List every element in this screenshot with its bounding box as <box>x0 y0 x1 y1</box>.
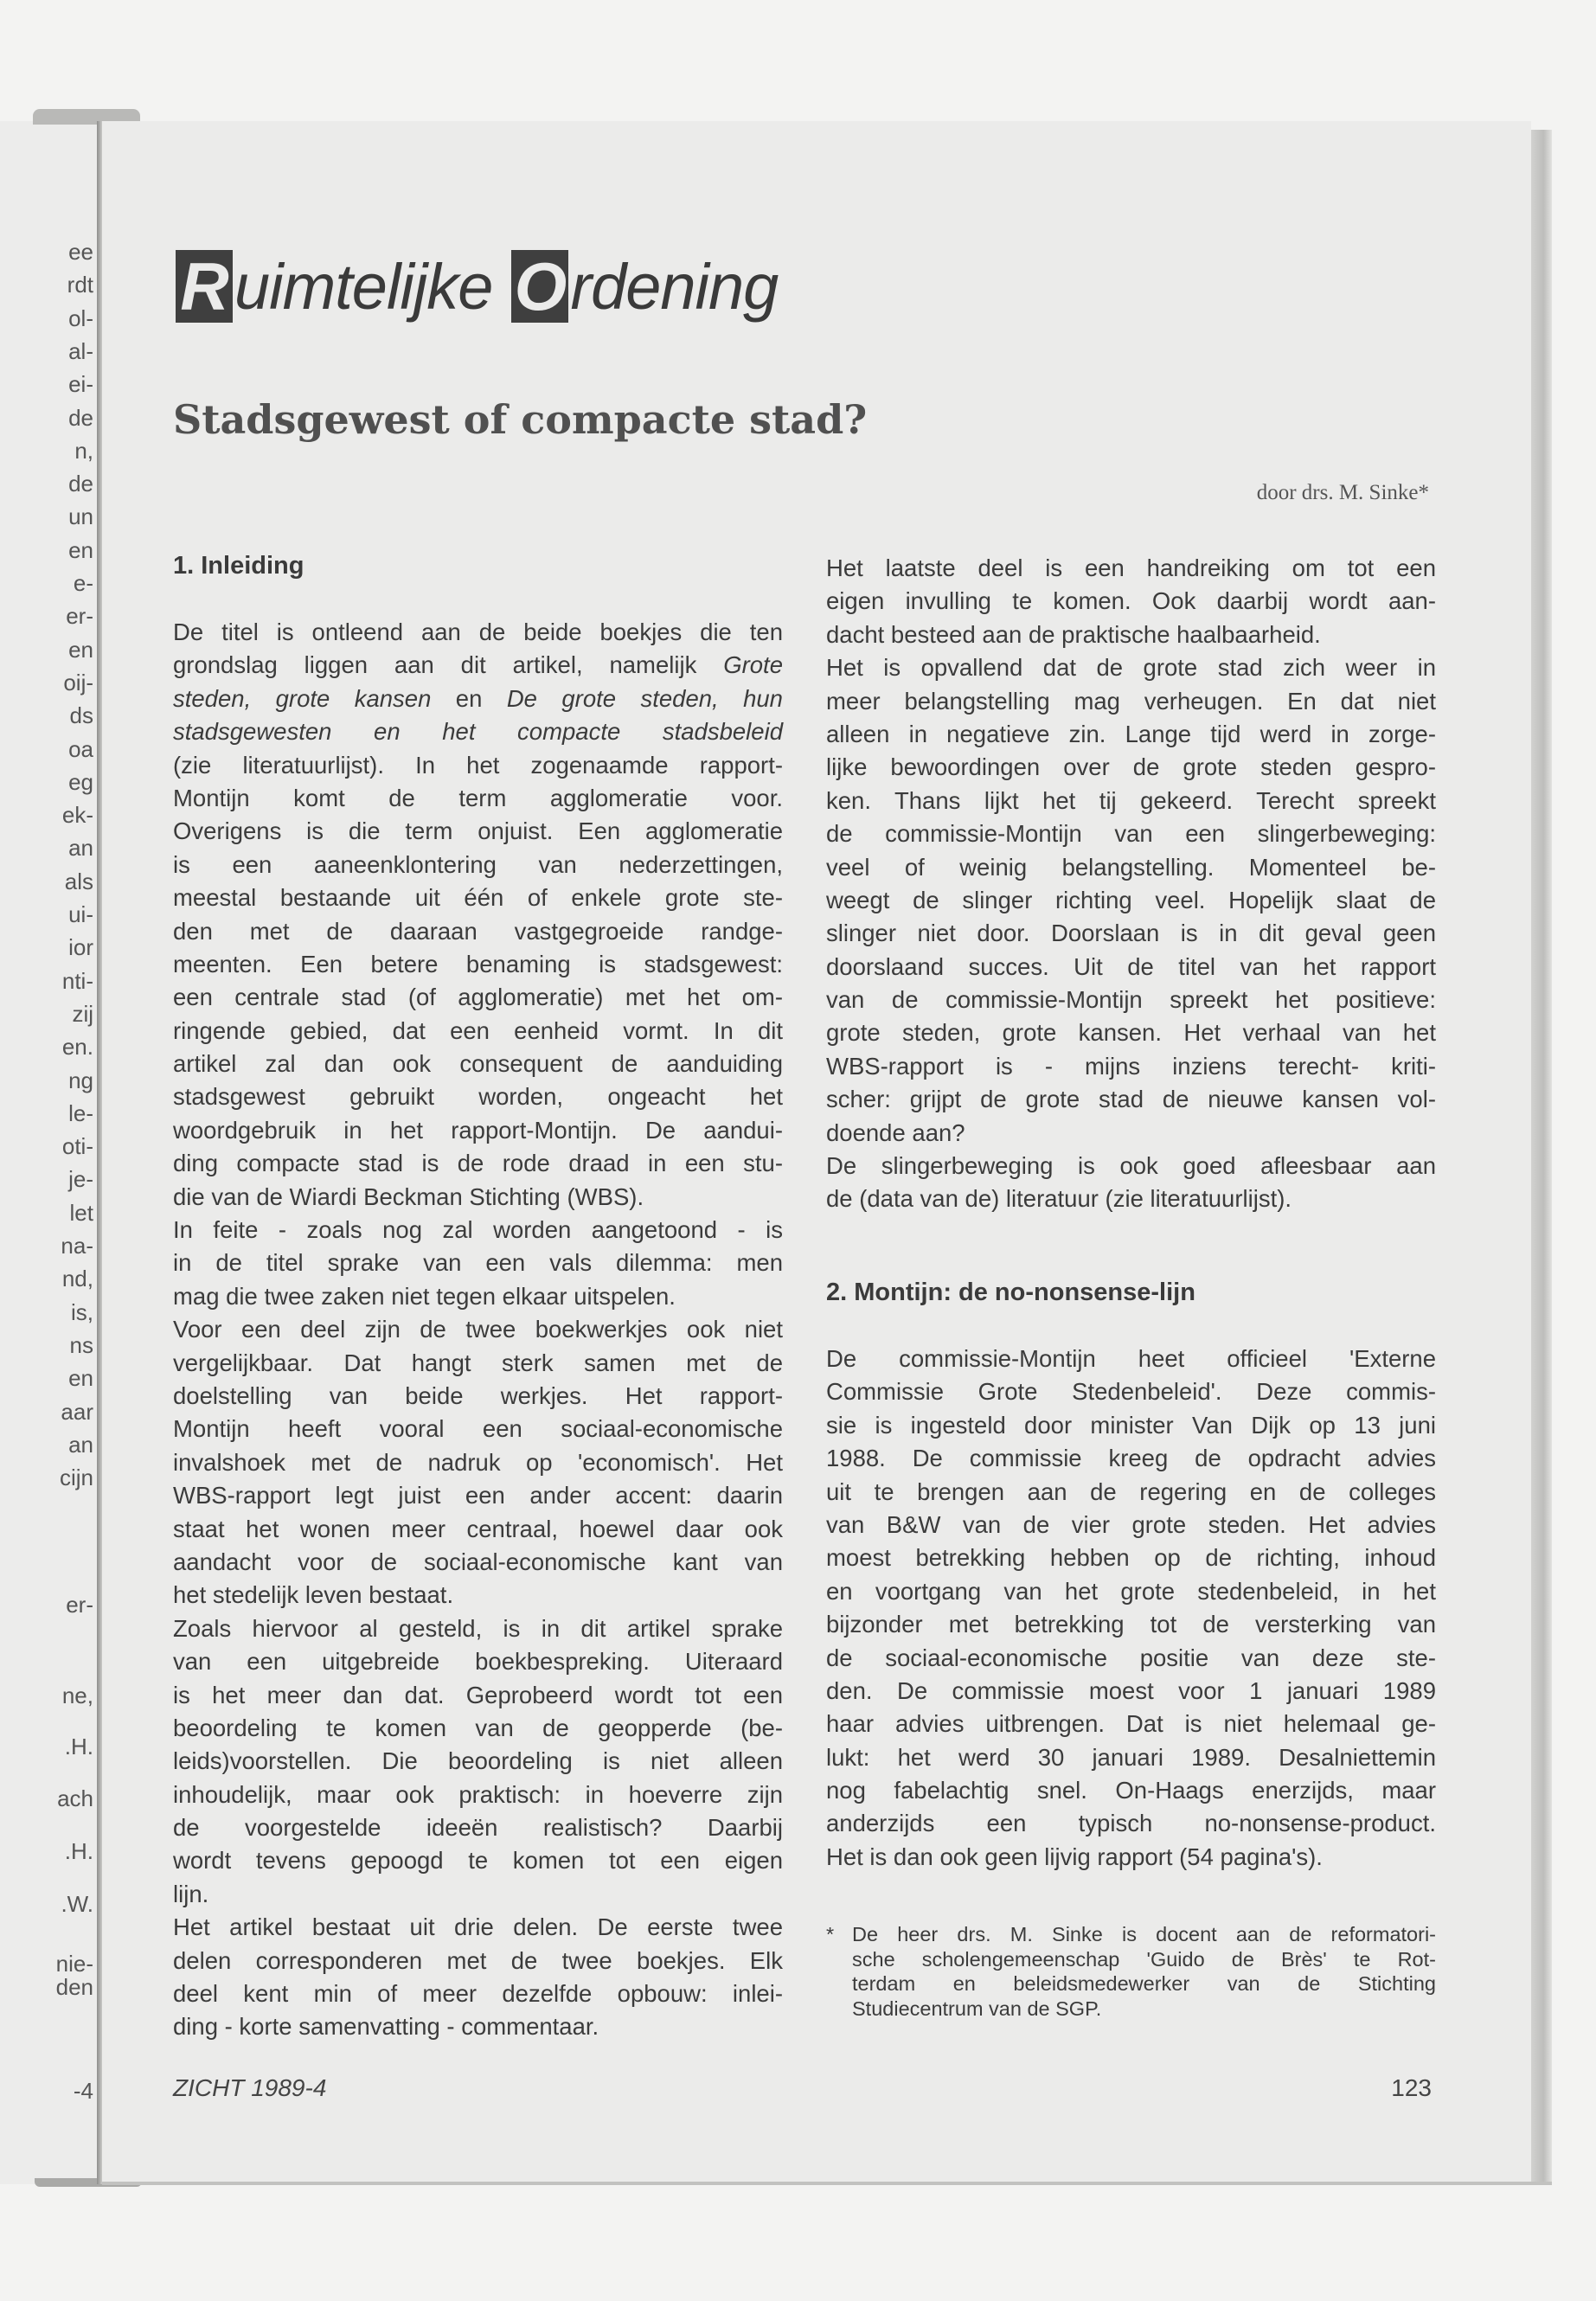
text-line: sie is ingesteld door minister Van Dijk op 13 juni <box>826 1411 1436 1439</box>
text-line: aandacht voor de sociaal-economische kant van <box>173 1548 783 1575</box>
fragment-text: oa <box>68 735 93 762</box>
book-title-italic: stadsgewesten en het compacte stadsbeleid <box>173 718 783 746</box>
fragment-text: er- <box>66 1592 93 1618</box>
text-line: woordgebruik in het rapport-Montijn. De aandui- <box>173 1116 783 1144</box>
fragment-text: nd, <box>61 1266 93 1292</box>
text-line: van B&W van de vier grote steden. Het advies <box>826 1510 1436 1538</box>
paragraph <box>173 1911 783 2044</box>
text-line: scher: grijpt de grote stad de nieuwe kansen vol- <box>826 1086 1436 1113</box>
fragment-text: den <box>55 1974 93 2000</box>
text-line: Studiecentrum van de SGP. <box>852 1997 1102 2020</box>
fragment-text: rdt <box>67 272 93 298</box>
fragment-text: ui- <box>68 901 93 927</box>
fragment-text: zij <box>72 1000 93 1027</box>
fragment-text: le- <box>68 1099 93 1126</box>
text-line: (zie literatuurlijst). In het zogenaamde rapport- <box>173 751 783 779</box>
fragment-text: nti- <box>61 967 93 994</box>
section-heading-1: 1. Inleiding <box>173 552 304 580</box>
fragment-text: er- <box>66 603 93 630</box>
fragment-text: al- <box>68 337 93 364</box>
text-line: ringende gebied, dat een eenheid vormt. In dit <box>173 1016 783 1044</box>
text-line: leids)voorstellen. Die beoordeling is niet alleen <box>173 1747 783 1775</box>
text-line: meestal bestaande uit één of enkele grote ste- <box>173 884 783 912</box>
fragment-text: en. <box>61 1034 93 1061</box>
text-line: staat het wonen meer centraal, hoewel daar ook <box>173 1515 783 1542</box>
fragment-text: als <box>64 868 93 894</box>
text-line: nog fabelachtig snel. On-Haags enerzijds, maar <box>826 1777 1436 1804</box>
fragment-text: ne, <box>61 1682 93 1708</box>
text-line: deel kent min of meer dezelfde opbouw: inlei- <box>173 1980 783 2008</box>
logo-word-2: rdening <box>570 250 779 323</box>
paragraph <box>173 1313 783 1612</box>
right-column-section-2-body <box>826 1343 1436 1874</box>
text-line: Het laatste deel is een handreiking om tot een <box>826 554 1436 581</box>
text-line: Commissie Grote Stedenbeleid'. Deze commis- <box>826 1378 1436 1406</box>
text-segment: en <box>431 684 507 712</box>
paragraph <box>173 616 783 1214</box>
fragment-text: ek- <box>61 802 93 829</box>
text-line: De commissie-Montijn heet officieel 'Externe <box>826 1345 1436 1372</box>
fragment-text: .H. <box>64 1838 93 1864</box>
text-line: den. De commissie moest voor 1 januari 1989 <box>826 1676 1436 1704</box>
journal-issue: ZICHT 1989-4 <box>173 2074 327 2101</box>
fragment-text: ee <box>68 239 93 265</box>
footnote <box>826 1922 1436 2021</box>
text-line <box>173 683 783 715</box>
text-line: Het is dan ook geen lijvig rapport (54 pagina's). <box>826 1843 1323 1870</box>
fragment-text: de <box>68 471 93 497</box>
text-line: doorslaand succes. Uit de titel van het rapport <box>826 952 1436 980</box>
text-line: De heer drs. M. Sinke is docent aan de reformatori- <box>852 1923 1436 1945</box>
fragment-text: na- <box>61 1233 93 1259</box>
text-line: Montijn heeft vooral een sociaal-economische <box>173 1415 783 1443</box>
fragment-text: an <box>68 835 93 862</box>
book-title-italic: steden, grote kansen <box>173 684 432 712</box>
text-line: De slingerbeweging is ook goed afleesbaar aan <box>826 1152 1436 1180</box>
fragment-text: ds <box>69 702 93 729</box>
text-line: Voor een deel zijn de twee boekwerkjes ook niet <box>173 1316 783 1343</box>
fragment-text: ns <box>69 1331 93 1358</box>
book-title-italic: De grote steden, hun <box>506 684 783 712</box>
fragment-text: aar <box>61 1398 93 1425</box>
fragment-text: ei- <box>68 371 93 398</box>
text-line: uit te brengen aan de regering en de colleges <box>826 1477 1436 1505</box>
fragment-text: -4 <box>73 2078 93 2104</box>
fragment-text: nie- <box>55 1951 93 1977</box>
text-line: het stedelijk leven bestaat. <box>173 1581 454 1609</box>
fragment-text: oti- <box>61 1133 93 1160</box>
section-logo <box>176 249 778 324</box>
footnote-text <box>852 1922 1436 2021</box>
text-line: haar advies uitbrengen. Dat is niet helemaal ge- <box>826 1710 1436 1738</box>
text-line: en voortgang van het grote stedenbeleid, in het <box>826 1577 1436 1605</box>
fragment-text: cijn <box>59 1465 93 1491</box>
left-column-body <box>173 616 783 2044</box>
text-line: de voorgestelde ideeën realistisch? Daarbij <box>173 1814 783 1842</box>
text-line: de commissie-Montijn van een slingerbeweging: <box>826 820 1436 848</box>
text-line <box>173 649 783 682</box>
text-line <box>173 715 783 748</box>
fragment-text: .W. <box>61 1891 93 1917</box>
text-line: is het meer dan dat. Geprobeerd wordt tot een <box>173 1681 783 1708</box>
text-line: moest betrekking hebben op de richting, inhoud <box>826 1544 1436 1572</box>
page-number: 123 <box>1391 2074 1432 2101</box>
fragment-text: an <box>68 1431 93 1458</box>
text-line: dacht besteed aan de praktische haalbaarheid. <box>826 620 1321 648</box>
fragment-text: en <box>68 536 93 563</box>
text-line: lijn. <box>173 1880 209 1907</box>
text-line: meenten. Een betere benaming is stadsgewest: <box>173 950 783 977</box>
text-line: artikel zal dan ook consequent de aanduiding <box>173 1050 783 1078</box>
text-line: van de commissie-Montijn spreekt het positieve: <box>826 986 1436 1014</box>
paragraph <box>826 552 1436 651</box>
fragment-text: ng <box>68 1067 93 1093</box>
text-line: In feite - zoals nog zal worden aangetoond - is <box>173 1216 783 1244</box>
text-line: delen corresponderen met de twee boekjes. Elk <box>173 1946 783 1974</box>
fragment-text: e- <box>73 570 93 596</box>
logo-initial-o: O <box>511 250 568 323</box>
text-line: sche scholengemeenschap 'Guido de Brès' te Rot- <box>852 1947 1436 1971</box>
fragment-text: un <box>68 503 93 530</box>
book-title-italic: Grote <box>723 651 783 679</box>
text-line: alleen in negatieve zin. Lange tijd werd in zorge- <box>826 720 1436 747</box>
text-line: Het artikel bestaat uit drie delen. De eerste twee <box>173 1913 783 1941</box>
text-line: Montijn komt de term agglomeratie voor. <box>173 784 783 811</box>
text-line: veel of weinig belangstelling. Momenteel be- <box>826 853 1436 881</box>
text-line: stadsgewest gebruikt worden, ongeacht het <box>173 1083 783 1111</box>
paragraph <box>173 1612 783 1912</box>
text-line: De titel is ontleend aan de beide boekjes die ten <box>173 619 783 645</box>
text-line: den met de daaraan vastgegroeide randge- <box>173 917 783 945</box>
paragraph <box>826 1343 1436 1874</box>
text-line: lukt: het werd 30 januari 1989. Desalniettemin <box>826 1743 1436 1771</box>
fragment-text: en <box>68 1365 93 1392</box>
fragment-text: ach <box>57 1785 93 1811</box>
text-line: de sociaal-economische positie van deze ste- <box>826 1644 1436 1671</box>
text-line: invalshoek met de nadruk op 'economisch'. Het <box>173 1448 783 1476</box>
fragment-text: is, <box>71 1298 93 1325</box>
fragment-text: .H. <box>64 1734 93 1759</box>
text-line: doelstelling van beide werkjes. Het rapport- <box>173 1381 783 1409</box>
text-line: anderzijds een typisch no-nonsense-product. <box>826 1810 1436 1837</box>
article-author: door drs. M. Sinke* <box>1256 481 1429 504</box>
text-line: van een uitgebreide boekbespreking. Uiteraard <box>173 1648 783 1676</box>
paragraph <box>173 1214 783 1313</box>
text-line: grote steden, grote kansen. Het verhaal van het <box>826 1019 1436 1047</box>
text-line: ding - korte samenvatting - commentaar. <box>173 2013 599 2041</box>
article-title: Stadsgewest of compacte stad? <box>173 396 868 443</box>
page-edge <box>1531 130 1552 2183</box>
text-line: ken. Thans lijkt het tij gekeerd. Terecht spreekt <box>826 786 1436 814</box>
fragment-text: ol- <box>68 304 93 331</box>
text-line: 1988. De commissie kreeg de opdracht advies <box>826 1445 1436 1472</box>
text-line: wordt tevens gepoogd te komen tot een eigen <box>173 1847 783 1875</box>
text-line: WBS-rapport is - mijns inziens terecht- kriti- <box>826 1052 1436 1080</box>
fragment-text: je- <box>68 1166 93 1193</box>
fragment-text: en <box>68 636 93 663</box>
text-line: weegt de slinger richting veel. Hopelijk slaat de <box>826 886 1436 913</box>
footnote-marker: * <box>826 1923 835 1945</box>
text-line: die van de Wiardi Beckman Stichting (WBS). <box>173 1183 644 1210</box>
fragment-text: eg <box>68 768 93 795</box>
text-segment: grondslag liggen aan dit artikel, namelijk <box>173 651 724 679</box>
text-line: beoordeling te komen van de geopperde (be- <box>173 1714 783 1741</box>
text-line: bijzonder met betrekking tot de versterking van <box>826 1611 1436 1638</box>
text-line: een centrale stad (of agglomeratie) met het om- <box>173 984 783 1011</box>
text-line: vergelijkbaar. Dat hangt sterk samen met de <box>173 1349 783 1376</box>
text-line: de (data van de) literatuur (zie literatuurlijst). <box>826 1185 1292 1213</box>
section-heading-2: 2. Montijn: de no-nonsense-lijn <box>826 1279 1195 1306</box>
text-line: Zoals hiervoor al gesteld, is in dit artikel sprake <box>173 1614 783 1642</box>
text-line: eigen invulling te komen. Ook daarbij wordt aan- <box>826 587 1436 615</box>
fragment-text: let <box>69 1199 93 1226</box>
text-line: inhoudelijk, maar ook praktisch: in hoeverre zijn <box>173 1780 783 1808</box>
text-line: meer belangstelling mag verheugen. En dat niet <box>826 687 1436 715</box>
paragraph <box>826 1150 1436 1216</box>
fragment-text: oij- <box>63 669 93 695</box>
fragment-text: ior <box>68 934 93 961</box>
text-line: doende aan? <box>826 1118 965 1146</box>
text-line: mag die twee zaken niet tegen elkaar uitspelen. <box>173 1282 676 1310</box>
text-line: ding compacte stad is de rode draad in een stu- <box>173 1150 783 1177</box>
text-line: is een aaneenklontering van nederzettingen, <box>173 850 783 878</box>
text-line: WBS-rapport legt juist een ander accent: daarin <box>173 1482 783 1509</box>
fragment-text: de <box>68 404 93 431</box>
text-line: terdam en beleidsmedewerker van de Stichting <box>852 1972 1436 1995</box>
fragment-text: n, <box>74 437 93 464</box>
text-line: lijke bewoordingen over de grote steden gespro- <box>826 753 1436 781</box>
text-line: Het is opvallend dat de grote stad zich weer in <box>826 654 1436 682</box>
logo-initial-r: R <box>176 250 233 323</box>
logo-word-1: uimtelijke <box>234 250 493 323</box>
text-line: Overigens is die term onjuist. Een agglomeratie <box>173 817 783 845</box>
page-bottom-edge <box>102 2182 1552 2185</box>
text-line: in de titel sprake van een vals dilemma: men <box>173 1249 783 1277</box>
right-column-intro <box>826 552 1436 1216</box>
text-line: slinger niet door. Doorslaan is in dit geval geen <box>826 920 1436 947</box>
paragraph <box>826 651 1436 1150</box>
